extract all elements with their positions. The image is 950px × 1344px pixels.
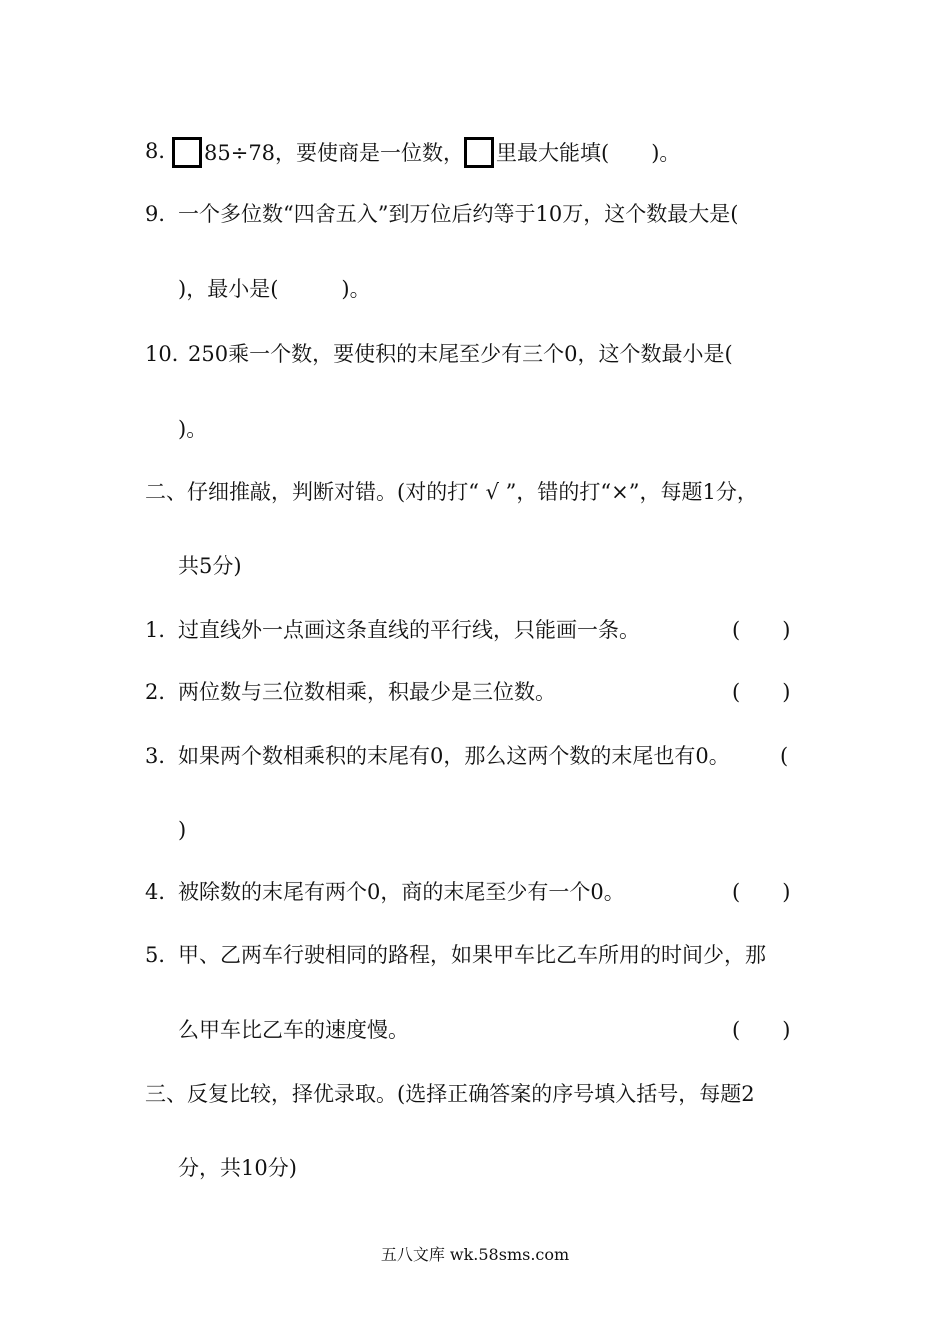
q8-blank-box-1[interactable]	[172, 137, 202, 168]
judge2-text: 两位数与三位数相乘，积最少是三位数。	[178, 680, 556, 704]
judge5-number: 5．	[145, 943, 180, 967]
section2-heading-cont: 共5分)	[178, 554, 242, 578]
q8-text-part2: 里最大能填( )。	[496, 141, 681, 165]
judge4-answer-blank[interactable]: ( )	[732, 880, 791, 904]
judge5-answer-blank[interactable]: ( )	[732, 1018, 791, 1042]
judge4-number: 4．	[145, 880, 180, 904]
section3-heading: 三、反复比较，择优录取。(选择正确答案的序号填入括号，每题2	[145, 1082, 755, 1106]
judge3-answer-close[interactable]: )	[178, 818, 187, 842]
judge2-number: 2．	[145, 680, 180, 704]
section2-heading: 二、仔细推敲，判断对错。(对的打“ √ ”，错的打“×”，每题1分，	[145, 480, 758, 504]
q8-text-part1: 85÷78，要使商是一位数，	[204, 141, 465, 165]
judge4-text: 被除数的末尾有两个0，商的末尾至少有一个0。	[178, 880, 625, 904]
judge5-text-cont: 么甲车比乙车的速度慢。	[178, 1018, 409, 1042]
q10-line1: 250乘一个数，要使积的末尾至少有三个0，这个数最小是(	[188, 342, 733, 366]
q8-blank-box-2[interactable]	[464, 137, 494, 168]
judge3-answer-open[interactable]: (	[780, 744, 789, 768]
judge3-text: 如果两个数相乘积的末尾有0，那么这两个数的末尾也有0。	[178, 744, 730, 768]
judge1-number: 1．	[145, 618, 180, 642]
q8-number: 8．	[145, 139, 180, 163]
q9-line2: )，最小是( )。	[178, 277, 371, 301]
judge3-number: 3．	[145, 744, 180, 768]
judge5-text: 甲、乙两车行驶相同的路程，如果甲车比乙车所用的时间少，那	[178, 943, 766, 967]
section3-heading-cont: 分，共10分)	[178, 1156, 297, 1180]
judge2-answer-blank[interactable]: ( )	[732, 680, 791, 704]
q10-line2: )。	[178, 417, 208, 441]
q9-line1: 一个多位数“四舍五入”到万位后约等于10万，这个数最大是(	[178, 202, 739, 226]
judge1-text: 过直线外一点画这条直线的平行线，只能画一条。	[178, 618, 640, 642]
q8-line	[172, 137, 680, 168]
q9-number: 9．	[145, 202, 180, 226]
q10-number: 10．	[145, 342, 193, 366]
judge1-answer-blank[interactable]: ( )	[732, 618, 791, 642]
footer-watermark: 五八文库 wk.58sms.com	[380, 1245, 570, 1264]
